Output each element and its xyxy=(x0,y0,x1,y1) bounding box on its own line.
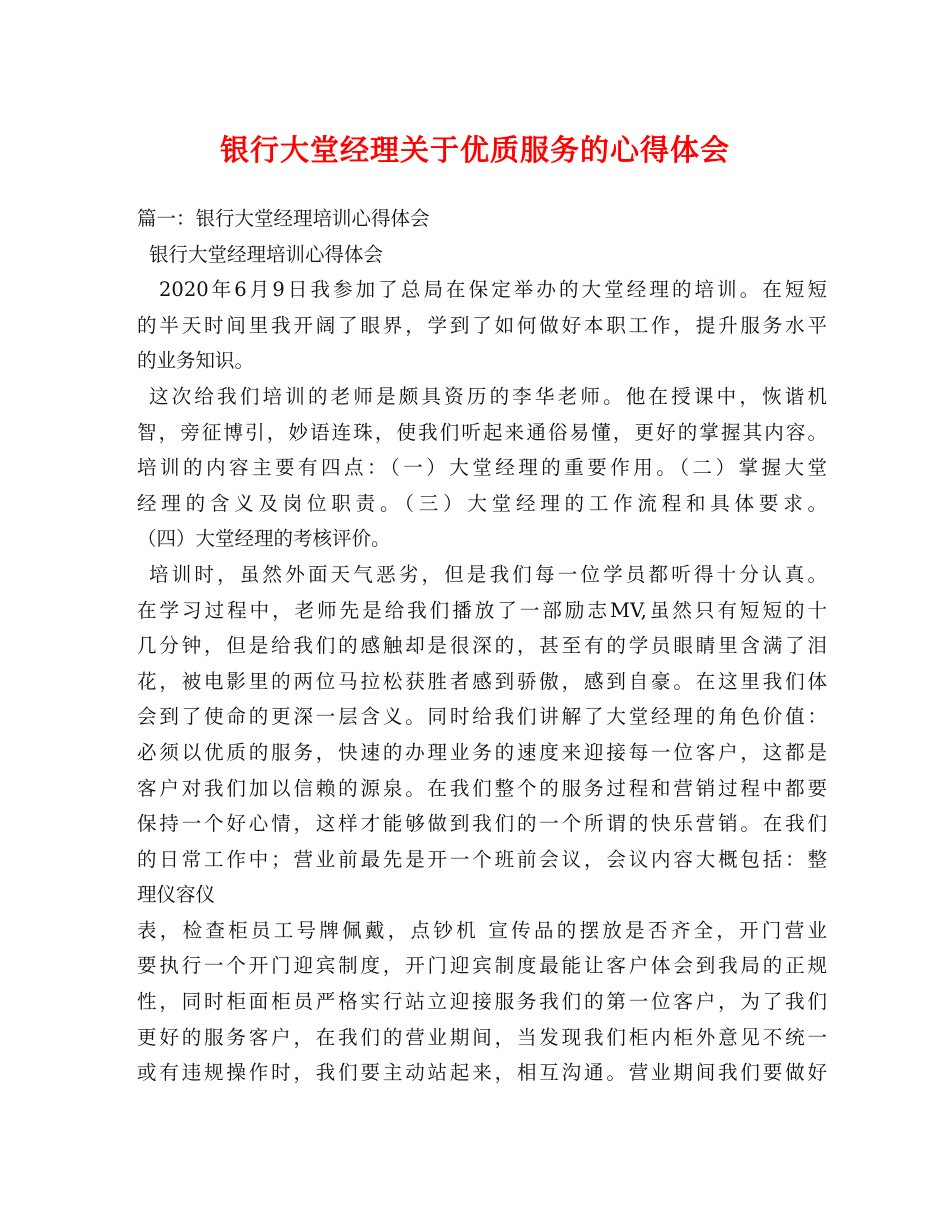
paragraph-line: 花，被电影里的两位马拉松获胜者感到骄傲，感到自豪。在这里我们体 xyxy=(137,669,827,693)
section-heading: 篇一：银行大堂经理培训心得体会 xyxy=(137,207,430,230)
document-body xyxy=(137,201,827,1091)
paragraph-line: 的日常工作中；营业前最先是开一个班前会议，会议内容大概包括：整 xyxy=(137,847,827,871)
paragraph-line: 表，检查柜员工号牌佩戴，点钞机 宣传品的摆放是否齐全，开门营业 xyxy=(137,918,827,942)
subheading: 银行大堂经理培训心得体会 xyxy=(149,242,384,266)
paragraph-line: （四）大堂经理的考核评价。 xyxy=(137,527,391,551)
paragraph-line: 几分钟，但是给我们的感触却是很深的，甚至有的学员眼睛里含满了泪 xyxy=(137,634,827,658)
paragraph-line: 在学习过程中，老师先是给我们播放了一部励志MV,虽然只有短短的十 xyxy=(137,598,827,622)
paragraph-line: 保持一个好心情，这样才能够做到我们的一个所谓的快乐营销。在我们 xyxy=(137,812,827,836)
paragraph-line: 智，旁征博引，妙语连珠，使我们听起来通俗易懂，更好的掌握其内容。 xyxy=(137,420,827,444)
paragraph-line: 或有违规操作时，我们要主动站起来，相互沟通。营业期间我们要做好 xyxy=(137,1061,827,1085)
paragraph-line: 要执行一个开门迎宾制度，开门迎宾制度最能让客户体会到我局的正规 xyxy=(137,954,827,978)
paragraph-line: 更好的服务客户，在我们的营业期间，当发现我们柜内柜外意见不统一 xyxy=(137,1025,827,1049)
paragraph-line: 客户对我们加以信赖的源泉。在我们整个的服务过程和营销过程中都要 xyxy=(137,776,827,800)
paragraph-line: 理仪容仪 xyxy=(137,883,216,907)
paragraph-line: 这次给我们培训的老师是颇具资历的李华老师。他在授课中，恢谐机 xyxy=(149,384,827,408)
paragraph-line: 培训的内容主要有四点：（一）大堂经理的重要作用。（二）掌握大堂 xyxy=(137,456,827,480)
paragraph-line: 性，同时柜面柜员严格实行站立迎接服务我们的第一位客户，为了我们 xyxy=(137,990,827,1014)
paragraph-line: 必须以优质的服务，快速的办理业务的速度来迎接每一位客户，这都是 xyxy=(137,740,827,764)
paragraph-line: 会到了使命的更深一层含义。同时给我们讲解了大堂经理的角色价值： xyxy=(137,705,827,729)
paragraph-line: 的半天时间里我开阔了眼界，学到了如何做好本职工作，提升服务水平 xyxy=(137,313,827,337)
paragraph-line: 2020年6月9日我参加了总局在保定举办的大堂经理的培训。在短短 xyxy=(159,278,827,302)
paragraph-line: 经理的含义及岗位职责。（三）大堂经理的工作流程和具体要求。 xyxy=(137,491,827,515)
document-title: 银行大堂经理关于优质服务的心得体会 xyxy=(219,133,730,167)
paragraph-line: 培训时，虽然外面天气恶劣，但是我们每一位学员都听得十分认真。 xyxy=(149,562,827,586)
paragraph-line: 的业务知识。 xyxy=(137,349,255,373)
